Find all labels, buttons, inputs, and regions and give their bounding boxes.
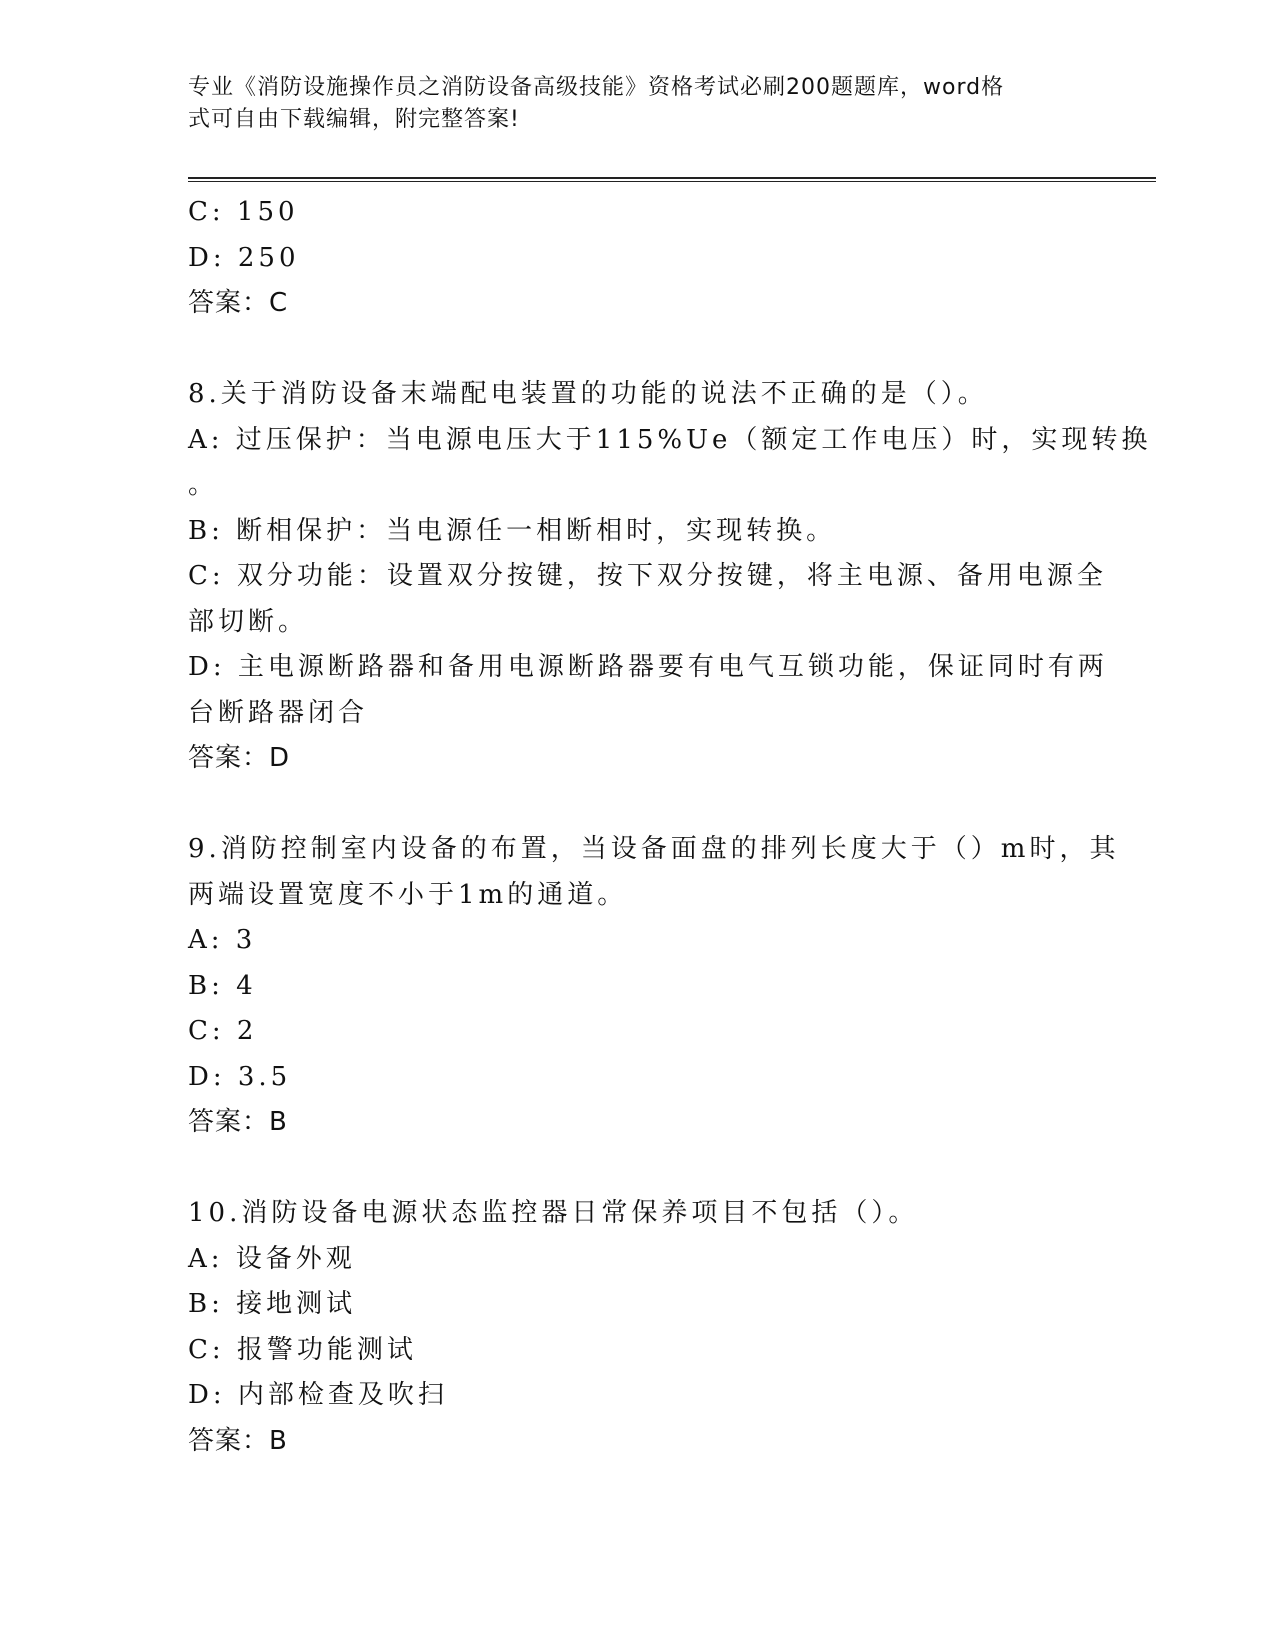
- option-a: A: 过压保护：当电源电压大于115%Ue（额定工作电压）时，实现转换: [188, 424, 1152, 455]
- option-a: A: 设备外观: [188, 1243, 356, 1274]
- option-a-continued: 。: [188, 470, 219, 500]
- option-c: C: 2: [188, 1016, 258, 1046]
- header-line-2: 式可自由下载编辑，附完整答案!: [188, 107, 520, 132]
- option-a: A: 3: [188, 925, 257, 955]
- question-stem: 10.消防设备电源状态监控器日常保养项目不包括（）。: [188, 1198, 919, 1228]
- option-d: D: 250: [188, 242, 300, 273]
- answer-line: 答案：B: [188, 1107, 288, 1137]
- option-c-continued: 部切断。: [188, 606, 309, 637]
- option-d: D: 主电源断路器和备用电源断路器要有电气互锁功能，保证同时有两: [188, 652, 1108, 682]
- header-divider: [188, 177, 1156, 182]
- question-8: [188, 372, 1152, 782]
- header-line-1: 专业《消防设施操作员之消防设备高级技能》资格考试必刷200题题库，word格: [188, 75, 1005, 100]
- option-b: B: 接地测试: [188, 1289, 357, 1319]
- spacer: [188, 782, 1088, 828]
- document-header: [188, 72, 1068, 136]
- answer-line: 答案：C: [188, 288, 289, 318]
- option-d: D: 内部检查及吹扫: [188, 1380, 448, 1410]
- option-b: B: 断相保护：当电源任一相断相时，实现转换。: [188, 515, 837, 546]
- option-c: C: 150: [188, 197, 299, 227]
- spacer: [188, 327, 1088, 373]
- option-b: B: 4: [188, 970, 257, 1001]
- option-c: C: 报警功能测试: [188, 1334, 417, 1365]
- answer-line: 答案：D: [188, 743, 291, 773]
- option-d: D: 3.5: [188, 1061, 292, 1092]
- question-stem: 8.关于消防设备末端配电装置的功能的说法不正确的是（）。: [188, 379, 988, 409]
- document-body: [188, 190, 1152, 1464]
- question-stem: 9.消防控制室内设备的布置，当设备面盘的排列长度大于（）m时，其: [188, 834, 1120, 864]
- answer-line: 答案：B: [188, 1425, 288, 1456]
- option-d-continued: 台断路器闭合: [188, 697, 369, 728]
- question-stem-continued: 两端设置宽度不小于1m的通道。: [188, 879, 628, 910]
- spacer: [188, 1146, 1088, 1192]
- question-10: [188, 1191, 1088, 1464]
- option-c: C: 双分功能：设置双分按键，按下双分按键，将主电源、备用电源全: [188, 561, 1107, 591]
- question-9: [188, 827, 1120, 1146]
- previous-question-tail: [188, 190, 1088, 327]
